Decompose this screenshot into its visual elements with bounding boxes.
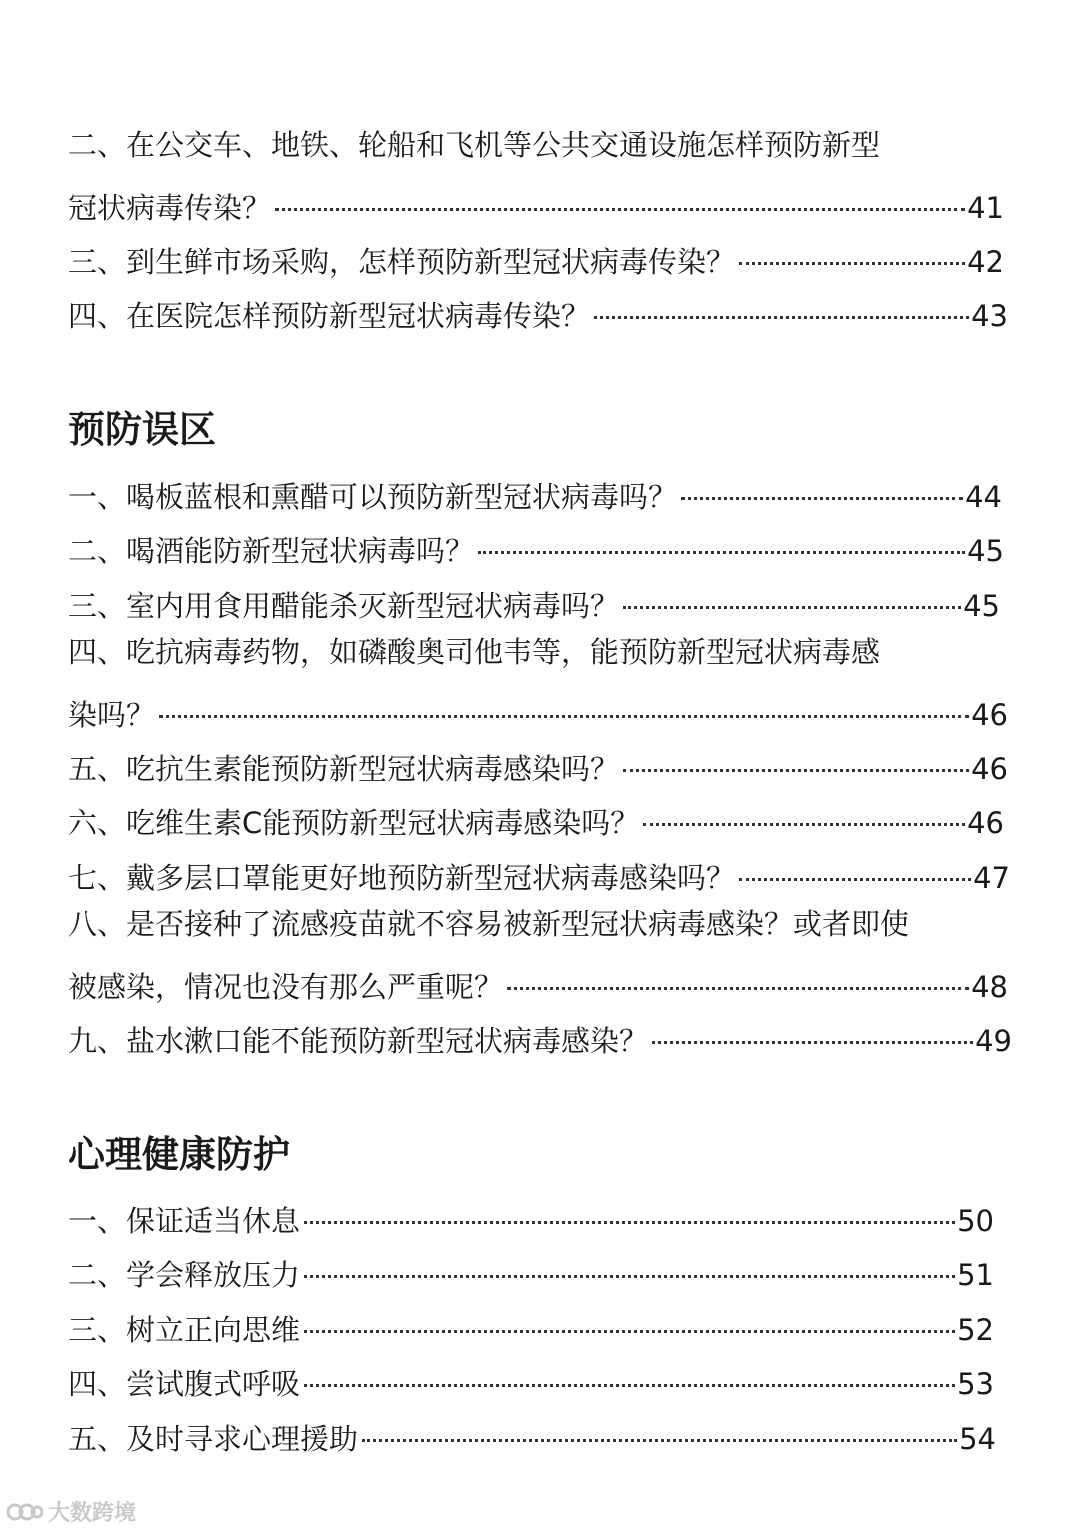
toc-page-number: 49 bbox=[975, 1024, 1012, 1058]
dot-leader bbox=[739, 236, 965, 272]
toc-entry-text: 染吗？ bbox=[68, 698, 156, 732]
dot-leader bbox=[643, 797, 965, 833]
toc-entry[interactable] bbox=[68, 182, 1004, 226]
toc-entry-text: 一、保证适当休息 bbox=[68, 1204, 301, 1238]
dot-leader bbox=[304, 1249, 955, 1285]
toc-page-number: 54 bbox=[959, 1422, 996, 1456]
toc-entry[interactable] bbox=[68, 580, 1000, 624]
toc-entry[interactable] bbox=[68, 471, 1002, 515]
toc-page-number: 46 bbox=[971, 698, 1008, 732]
toc-page-number: 53 bbox=[957, 1367, 994, 1401]
toc-entry-text: 四、尝试腹式呼吸 bbox=[68, 1367, 301, 1401]
toc-entry[interactable] bbox=[68, 743, 1008, 787]
toc-page-number: 44 bbox=[965, 480, 1002, 514]
toc-entry-line1 bbox=[68, 906, 909, 942]
toc-entry[interactable] bbox=[68, 290, 1008, 334]
watermark bbox=[6, 1496, 136, 1527]
toc-entry[interactable] bbox=[68, 852, 1010, 896]
toc-entry-text: 被感染，情况也没有那么严重呢？ bbox=[68, 970, 504, 1004]
dot-leader bbox=[304, 1195, 955, 1231]
toc-entry-text: 五、及时寻求心理援助 bbox=[68, 1422, 359, 1456]
toc-entry-text: 五、吃抗生素能预防新型冠状病毒感染吗？ bbox=[68, 752, 620, 786]
toc-entry-line1 bbox=[68, 634, 880, 670]
watermark-text: 大数跨境 bbox=[48, 1501, 137, 1526]
toc-entry[interactable] bbox=[68, 961, 1008, 1005]
dot-leader bbox=[304, 1304, 955, 1340]
dot-leader bbox=[623, 743, 969, 779]
dot-leader bbox=[478, 525, 965, 561]
toc-page-number: 50 bbox=[957, 1204, 994, 1238]
toc-entry-text: 四、在医院怎样预防新型冠状病毒传染？ bbox=[68, 299, 591, 333]
toc-page-number: 45 bbox=[967, 534, 1004, 568]
toc-page-number: 51 bbox=[957, 1258, 994, 1292]
toc-entry-text: 一、喝板蓝根和熏醋可以预防新型冠状病毒吗？ bbox=[68, 480, 678, 514]
toc-entry[interactable] bbox=[68, 1015, 1012, 1059]
toc-entry[interactable] bbox=[68, 236, 1004, 280]
toc-entry[interactable] bbox=[68, 797, 1004, 841]
toc-entry[interactable] bbox=[68, 689, 1008, 733]
toc-page-number: 41 bbox=[967, 191, 1004, 225]
dot-leader bbox=[681, 471, 963, 507]
toc-entry-text: 九、盐水漱口能不能预防新型冠状病毒感染？ bbox=[68, 1024, 649, 1058]
dot-leader bbox=[507, 961, 969, 997]
dot-leader bbox=[362, 1413, 957, 1449]
toc-entry-text: 三、到生鲜市场采购，怎样预防新型冠状病毒传染？ bbox=[68, 245, 736, 279]
toc-page-number: 42 bbox=[967, 245, 1004, 279]
toc-page-number: 43 bbox=[971, 299, 1008, 333]
toc-entry-line1 bbox=[68, 127, 880, 163]
toc-entry-text: 三、树立正向思维 bbox=[68, 1313, 301, 1347]
toc-entry[interactable] bbox=[68, 1413, 996, 1457]
toc-entry-text: 四、吃抗病毒药物，如磷酸奥司他韦等，能预防新型冠状病毒感 bbox=[68, 635, 881, 669]
dot-leader bbox=[304, 1358, 955, 1394]
dot-leader bbox=[623, 580, 961, 616]
toc-entry[interactable] bbox=[68, 525, 1004, 569]
toc-entry-text: 二、学会释放压力 bbox=[68, 1258, 301, 1292]
toc-entry[interactable] bbox=[68, 1195, 994, 1239]
toc-page-number: 46 bbox=[967, 806, 1004, 840]
toc-entry-text: 八、是否接种了流感疫苗就不容易被新型冠状病毒感染？或者即使 bbox=[68, 907, 910, 941]
toc-entry[interactable] bbox=[68, 1249, 994, 1293]
toc-page-number: 52 bbox=[957, 1313, 994, 1347]
dot-leader bbox=[739, 852, 971, 888]
brand-logo-icon bbox=[6, 1499, 44, 1525]
dot-leader bbox=[159, 689, 969, 725]
toc-entry-text: 二、在公交车、地铁、轮船和飞机等公共交通设施怎样预防新型 bbox=[68, 128, 881, 162]
toc-page-number: 45 bbox=[963, 589, 1000, 623]
toc-page-number: 46 bbox=[971, 752, 1008, 786]
dot-leader bbox=[275, 182, 965, 218]
toc-entry-text: 三、室内用食用醋能杀灭新型冠状病毒吗？ bbox=[68, 589, 620, 623]
section-title: 预防误区 bbox=[68, 408, 216, 451]
toc-entry[interactable] bbox=[68, 1304, 994, 1348]
toc-entry-text: 二、喝酒能防新型冠状病毒吗？ bbox=[68, 534, 475, 568]
toc-page-number: 47 bbox=[973, 861, 1010, 895]
section-title: 心理健康防护 bbox=[68, 1133, 290, 1176]
toc-page-number: 48 bbox=[971, 970, 1008, 1004]
dot-leader bbox=[594, 290, 969, 326]
dot-leader bbox=[652, 1015, 973, 1051]
toc-entry[interactable] bbox=[68, 1358, 994, 1402]
toc-entry-text: 七、戴多层口罩能更好地预防新型冠状病毒感染吗？ bbox=[68, 861, 736, 895]
toc-entry-text: 冠状病毒传染？ bbox=[68, 191, 272, 225]
toc-entry-text: 六、吃维生素C能预防新型冠状病毒感染吗？ bbox=[68, 806, 640, 840]
